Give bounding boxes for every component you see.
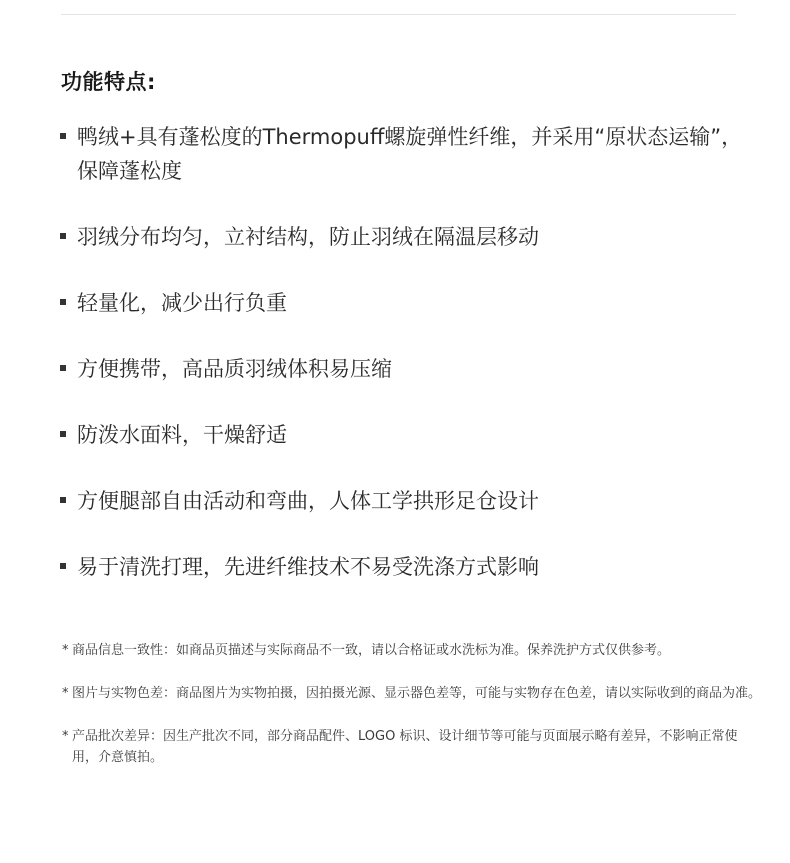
feature-item [60,220,750,254]
note-color-difference [62,683,762,704]
square-bullet-icon [60,133,66,139]
note-batch-difference [62,726,762,768]
square-bullet-icon [60,431,66,437]
square-bullet-icon [60,497,66,503]
note-text: 图片与实物色差：商品图片为实物拍摄，因拍摄光源、显示器色差等，可能与实物存在色差，请以实际收到的商品为准。 [72,686,762,701]
feature-text: 方便携带，高品质羽绒体积易压缩 [77,357,392,381]
section-title: 功能特点: [61,70,156,94]
feature-text: 轻量化，减少出行负重 [77,291,287,315]
feature-item [60,550,750,584]
feature-item [60,286,750,320]
feature-text: 鸭绒+具有蓬松度的Thermopuff螺旋弹性纤维，并采用“原状态运输”，保障蓬松度 [77,125,743,183]
asterisk-marker: * [62,729,69,744]
asterisk-marker: * [62,643,69,658]
feature-text: 方便腿部自由活动和弯曲，人体工学拱形足仓设计 [77,489,539,513]
square-bullet-icon [60,299,66,305]
top-divider [61,14,736,15]
disclaimer-notes [62,640,762,790]
feature-item [60,352,750,386]
note-consistency [62,640,762,661]
square-bullet-icon [60,563,66,569]
asterisk-marker: * [62,686,69,701]
feature-item [60,484,750,518]
feature-item [60,120,750,188]
square-bullet-icon [60,365,66,371]
feature-text: 防泼水面料，干燥舒适 [77,423,287,447]
feature-text: 易于清洗打理，先进纤维技术不易受洗涤方式影响 [77,555,539,579]
square-bullet-icon [60,233,66,239]
feature-text: 羽绒分布均匀，立衬结构，防止羽绒在隔温层移动 [77,225,539,249]
note-text: 商品信息一致性：如商品页描述与实际商品不一致，请以合格证或水洗标为准。保养洗护方式仅供参考。 [72,643,671,658]
feature-list [60,120,750,616]
note-text: 产品批次差异：因生产批次不同，部分商品配件、LOGO 标识、设计细节等可能与页面展示略有差异，不影响正常使用，介意慎拍。 [72,729,738,765]
feature-item [60,418,750,452]
